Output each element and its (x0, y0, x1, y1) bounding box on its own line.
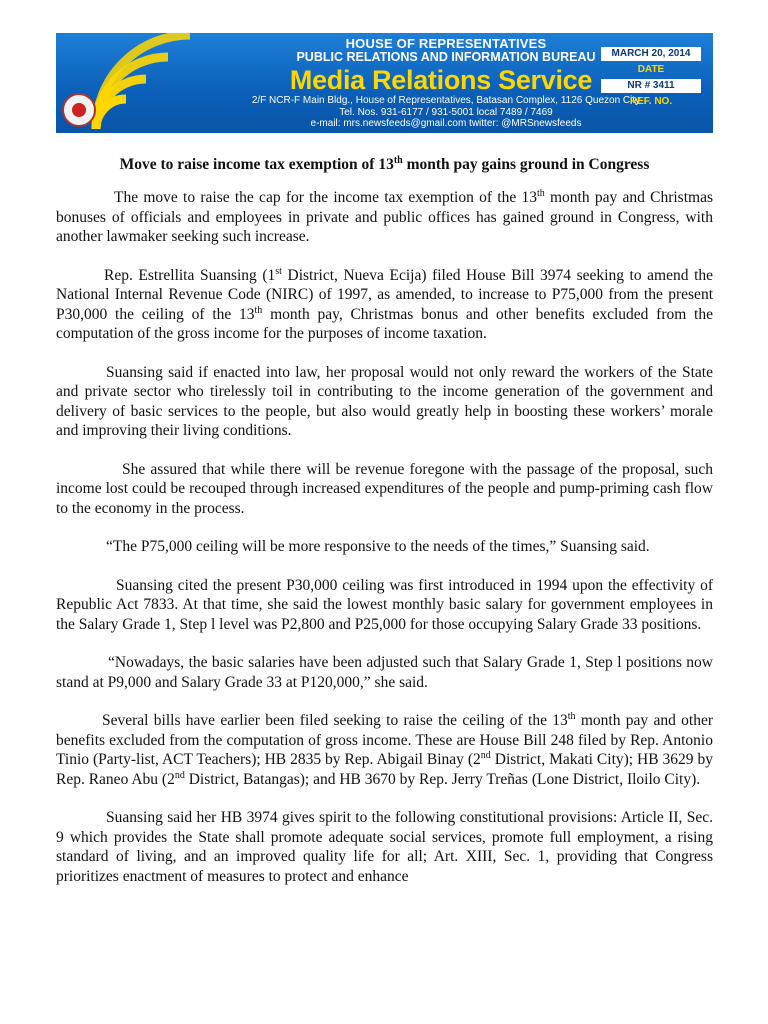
paragraph-1: The move to raise the cap for the income tax exemption of the 13th month pay and Christmas bonuses of officials and employees in private and public offices has gained ground in Congress, with another lawmaker seeking such increase. (56, 187, 713, 245)
org-line-2: PUBLIC RELATIONS AND INFORMATION BUREAU (296, 50, 596, 64)
ref-value: NR # 3411 (601, 79, 701, 93)
org-line-1: HOUSE OF REPRESENTATIVES (345, 36, 547, 51)
address-line: 2/F NCR-F Main Bldg., House of Representatives, Batasan Complex, 1126 Quezon City (251, 95, 641, 106)
tel-line: Tel. Nos. 931-6177 / 931-5001 local 7489 / 7469 (339, 107, 553, 118)
paragraph-5: “The P75,000 ceiling will be more responsive to the needs of the times,” Suansing said. (106, 538, 650, 555)
paragraph-4: She assured that while there will be revenue foregone with the passage of the proposal, such income lost could be recouped through increased expenditures of the people and pump-priming cash flow to the economy in the process. (56, 460, 713, 517)
service-name: Media Relations Service (289, 65, 593, 95)
date-value: MARCH 20, 2014 (601, 47, 701, 61)
header-banner (56, 33, 713, 133)
paragraph-9: Suansing said her HB 3974 gives spirit to the following constitutional provisions: Article II, Sec. 9 which provides the State shall promote adequate social services, promote full employment, a rising standard of living, and an improved quality life for all; Art. XIII, Sec. 1, providing that Congress prioritizes enactment of measures to protect and enhance (56, 809, 713, 885)
paragraph-6: Suansing cited the present P30,000 ceiling was first introduced in 1994 upon the effectivity of Republic Act 7833. At that time, she said the lowest monthly basic salary for government employees in the Salary Grade 1, Step l level was P2,800 and P25,000 for those occupying Salary Grade 33 positions. (56, 576, 713, 633)
house-seal-icon (62, 93, 96, 127)
release-info-box (601, 47, 701, 111)
article-title: Move to raise income tax exemption of 13th month pay gains ground in Congress (119, 154, 650, 173)
date-label: DATE (637, 64, 665, 75)
paragraph-8: Several bills have earlier been filed seeking to raise the ceiling of the 13th month pay and other benefits excluded from the computation of gross income. These are House Bill 248 filed by Rep. Antonio Tinio (Party-list, ACT Teachers); HB 2835 by Rep. Abigail Binay (2nd District, Makati City); HB 3629 by Rep. Raneo Abu (2nd District, Batangas); and HB 3670 by Rep. Jerry Treñas (Lone District, Iloilo City). (56, 710, 713, 788)
ref-label: REF. NO. (629, 96, 673, 107)
email-line: e-mail: mrs.newsfeeds@gmail.com twitter: @MRSnewsfeeds (310, 118, 582, 129)
article-body (56, 188, 713, 886)
paragraph-3: Suansing said if enacted into law, her proposal would not only reward the workers of the State and private sector who tirelessly toil in contributing to the income generation of the government and delivery of basic services to the people, but also would greatly help in boosting these workers’ morale and improving their living conditions. (56, 363, 713, 439)
paragraph-7: “Nowadays, the basic salaries have been adjusted such that Salary Grade 1, Step l positions now stand at P9,000 and Salary Grade 33 at P120,000,” she said. (56, 654, 713, 691)
paragraph-2: Rep. Estrellita Suansing (1st District, Nueva Ecija) filed House Bill 3974 seeking to amend the National Internal Revenue Code (NIRC) of 1997, as amended, to increase to P75,000 from the present P30,000 the ceiling of the 13th month pay, Christmas bonus and other benefits excluded from the computation of the gross income for the purposes of income taxation. (56, 265, 714, 342)
